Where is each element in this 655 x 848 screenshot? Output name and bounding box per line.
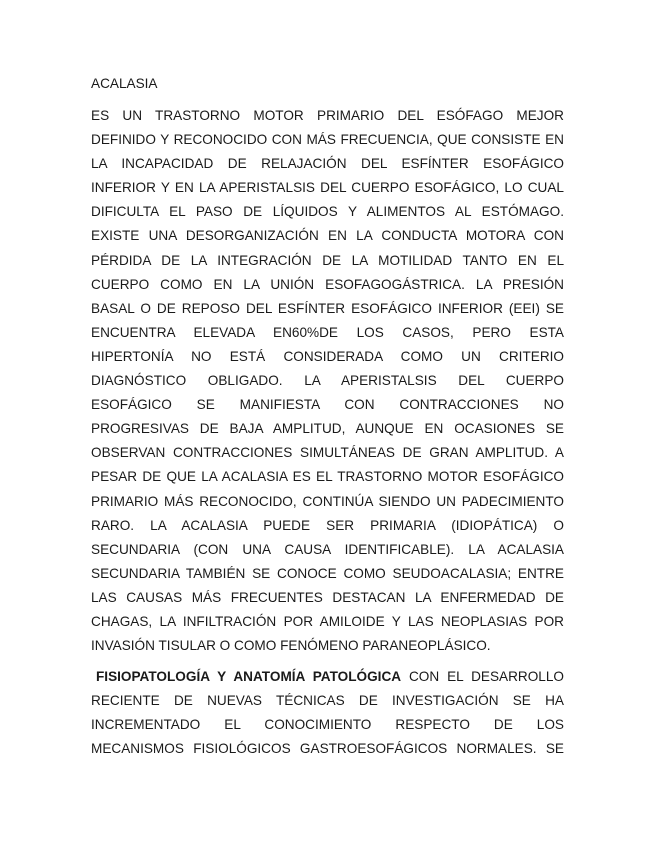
heading-line-rest: CON EL DESARROLLO [408, 669, 564, 684]
paragraph-fisiopatologia [91, 665, 564, 761]
text-line: INVASIÓN TISULAR O COMO FENÓMENO PARANEOPLÁSICO. [91, 638, 491, 654]
text-line: DEFINIDO Y RECONOCIDO CON MÁS FRECUENCIA, QUE CONSISTE EN [91, 132, 564, 148]
text-line: INFERIOR Y EN LA APERISTALSIS DEL CUERPO ESOFÁGICO, LO CUAL [91, 180, 564, 196]
text-line: CHAGAS, LA INFILTRACIÓN POR AMILOIDE Y LAS NEOPLASIAS POR [91, 613, 564, 629]
text-line: PÉRDIDA DE LA INTEGRACIÓN DE LA MOTILIDAD TANTO EN EL [91, 252, 564, 268]
document-title: ACALASIA [91, 76, 158, 91]
paragraph-acalasia [91, 104, 564, 658]
text-line: SECUNDARIA TAMBIÉN SE CONOCE COMO SEUDOACALASIA; ENTRE [91, 565, 564, 581]
text-line: ESOFÁGICO SE MANIFIESTA CON CONTRACCIONES NO [91, 397, 564, 413]
text-line: ENCUENTRA ELEVADA EN60%DE LOS CASOS, PERO ESTA [91, 324, 564, 340]
text-line: HIPERTONÍA NO ESTÁ CONSIDERADA COMO UN CRITERIO [91, 348, 564, 364]
text-line: PRIMARIO MÁS RECONOCIDO, CONTINÚA SIENDO UN PADECIMIENTO [91, 493, 564, 509]
text-line: PROGRESIVAS DE BAJA AMPLITUD, AUNQUE EN OCASIONES SE [91, 421, 564, 437]
text-line: RECIENTE DE NUEVAS TÉCNICAS DE INVESTIGACIÓN SE HA [91, 693, 564, 709]
text-line: DIFICULTA EL PASO DE LÍQUIDOS Y ALIMENTOS AL ESTÓMAGO. [91, 204, 564, 220]
text-line: LAS CAUSAS MÁS FRECUENTES DESTACAN LA ENFERMEDAD DE [91, 589, 564, 605]
text-line: RARO. LA ACALASIA PUEDE SER PRIMARIA (IDIOPÁTICA) O [91, 517, 564, 533]
section-heading: FISIOPATOLOGÍA Y ANATOMÍA PATOLÓGICA [96, 669, 402, 684]
text-line: INCREMENTADO EL CONOCIMIENTO RESPECTO DE LOS [91, 717, 564, 733]
text-line: OBSERVAN CONTRACCIONES SIMULTÁNEAS DE GRAN AMPLITUD. A [91, 445, 564, 461]
text-line: SECUNDARIA (CON UNA CAUSA IDENTIFICABLE). LA ACALASIA [91, 541, 564, 557]
text-line: PESAR DE QUE LA ACALASIA ES EL TRASTORNO MOTOR ESOFÁGICO [91, 469, 564, 485]
text-line: ES UN TRASTORNO MOTOR PRIMARIO DEL ESÓFAGO MEJOR [91, 108, 564, 123]
text-line: LA INCAPACIDAD DE RELAJACIÓN DEL ESFÍNTER ESOFÁGICO [91, 156, 564, 172]
text-line [91, 665, 564, 689]
text-line: EXISTE UNA DESORGANIZACIÓN EN LA CONDUCTA MOTORA CON [91, 228, 564, 244]
text-line: DIAGNÓSTICO OBLIGADO. LA APERISTALSIS DEL CUERPO [91, 373, 564, 389]
text-line: BASAL O DE REPOSO DEL ESFÍNTER ESOFÁGICO INFERIOR (EEI) SE [91, 300, 564, 316]
text-line: CUERPO COMO EN LA UNIÓN ESOFAGOGÁSTRICA. LA PRESIÓN [91, 276, 564, 292]
text-line: MECANISMOS FISIOLÓGICOS GASTROESOFÁGICOS NORMALES. SE [91, 741, 564, 757]
